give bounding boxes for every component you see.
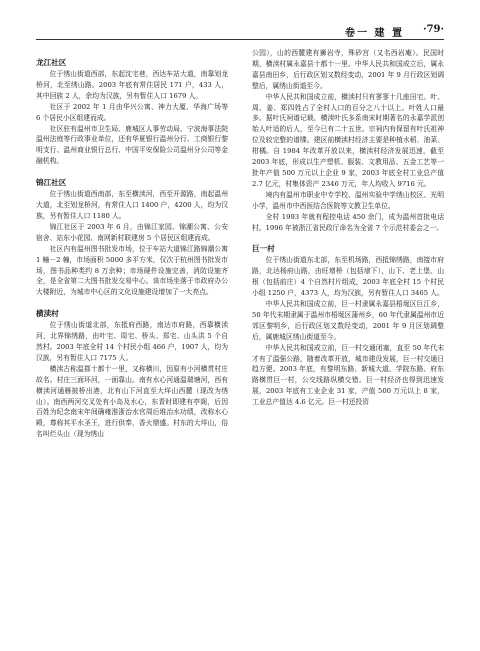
paragraph: 位于绣山街道东北部，东至机场路，西抵锦绣路，南接市府路，北达杨府山路，由旺增桥（包括埭下），山下、老上堡、山根（包括前庄）4 个自然村片组成，2003 年底全村 15 个村民小组 1250 户，4373 人，均为汉族，另有暂住人口 3465 人。 xyxy=(252,256,444,298)
header-rule xyxy=(36,39,444,40)
paragraph: 位于绣山街道西南部，东至横渎河，西至开源路，南起温州大道，北至划龙桥河，有常住人口 1400 户，4200 人，均为汉族，另有暂住人口 1180 人。 xyxy=(36,190,228,220)
running-header xyxy=(36,24,444,40)
paragraph: 位于绣山街道西部，东起沈宅巷，西达车站大道，南靠划龙桥河，北至绣山路。2003 年底有常住居民 171 户，433 人，其中回族 2 人，余均为汉族，另有暂住人口 1679 人。 xyxy=(36,70,228,100)
section-heading-hengdu: 横渎村 xyxy=(36,309,59,319)
paragraph: 锦江社区于 2003 年 6 月，由锦江家园、锦潮公寓、公安宿舍、站东小花园、南网新村联建房 5 个居民区组建而成。 xyxy=(36,222,228,242)
paragraph: 中华人民共和国成立前，巨一村隶属永嘉县梧埏区巨江乡，50 年代末期隶属于温州市梧埏区蒲州乡，60 年代隶属温州市近郊区黎明乡，后行政区划又数经变动，2001 年 9 月区划调整后，属鹿城区绣山街道至今。 xyxy=(252,300,444,341)
paragraph-continued: 公园），山的西麓建有狮岩寺，殊砂宫（又名西岩庵）。民国时期，横渎村属永嘉县十都十一里。中华人民共和国成立后，属永嘉县南田乡，后行政区划又数经变动，2001 年 9 月行政区划调整后，属绣山街道至今。 xyxy=(252,49,444,90)
left-column xyxy=(36,48,228,440)
paragraph: 社区于 2002 年 1 月由华兴公寓、神力大厦、华海广场等 6 个居民小区组建而成。 xyxy=(36,102,228,122)
section-heading-jushan: 巨一村 xyxy=(252,244,275,254)
section-heading-longjiang: 龙江社区 xyxy=(36,58,67,67)
paragraph: 境内有温州市职业中专学校、温州实验中学绣山校区、光明小学，温州市中西医结合医院等文教卫生单位。 xyxy=(252,190,444,210)
paragraph: 中华人民共和国成立前，巨一村交通闭塞，直至 50 年代末才有了温强公路，随着改革开放，城市建设发展，巨一村交通日趋方便。2003 年底，有黎明东路、新城大道、学院东路、府东路横贯巨一村，公交线路纵横交错。巨一村经济也得到迅速发展，2003 年底有工业企业 31 家，产值 500 万元以上 8 家，工业总产值达 4.6 亿元。巨一村还投资 xyxy=(252,343,444,407)
page-number: ·79· xyxy=(423,24,444,35)
paragraph: 位于绣山街道北部，东抵府西路，南达市府路，西靠横渎河，北界锦绣路，由叶宅、周宅、桥头、郑宅、山头洪 5 个自然村。2003 年底全村 14 个村民小组 466 户，1907 人，均为汉族，另有暂住人口 7175 人。 xyxy=(36,321,228,362)
paragraph: 社区驻有温州市卫生局、鹿城区人事劳动局、宁波海事法院温州法庭等行政事业单位，还有华夏银行温州分行、工商银行黎明支行、温州商业银行总行、中国平安保险公司温州分公司等金融机构。 xyxy=(36,124,228,166)
paragraph: 社区内有温州图书批发市场，位于车站大道锦江路锦潮公寓 1 幢－2 幢，市场面积 5000 多平方米，仅次于杭州图书批发市场，图书品种类约 8 万余种；市场硬件设施完善，消防设施齐全，是全省第二大图书批发交易中心。该市场坐落于市政府办公大楼附近，为城市中心区的文化设施建设增加了一大亮点。 xyxy=(36,244,228,297)
paragraph: 中华人民共和国成立前，横渎村只有寥寥十几座田宅。叶、周、姜、郑四姓占了全村人口的百分之八十以上。叶姓人口最多。据叶氏祠谱记载，横渎叶氏多系南宋时期著名的永嘉学派创始人叶适的后人，至今已有二十五世。宗祠内有保留有叶氏祖神位及较完整的谱牒。建区前横渎村经济主要是种植水稻、油菜、柑橘。自 1984 年改革开放以来，横渎村经济发展迅速，截至 2003 年底，形成以生产塑机、服装、文教用品、五金工艺等一批年产值 500 万元以上企业 9 家，2003 年底全村工业总产值 2.7 亿元，村集体资产 2346 万元，年人均收入 9716 元。 xyxy=(252,92,444,188)
section-heading-jingjiang: 锦江社区 xyxy=(36,178,67,188)
paragraph: 全村 1993 年就有程控电话 450 余门，成为温州首批电话村。1996 年被浙江省民政厅命名为全省 7 个示范村委会之一。 xyxy=(252,212,444,232)
chapter-title: 卷一 建 置 xyxy=(345,28,404,39)
paragraph: 横渎古称温郡十都十一里，又称横川，因原有小河横贯村庄故名。村庄三面环河，一面靠山。南有水心河通温瑞塘河，西有横渎河通雁披桥出港，北有山下河直至大垟山西麓（现改为绣山）。南西两河交叉处有小岛及水心，东青时即建有亭阁，后因百姓为纪念南宋年间确雍淮浙治水官周后堆治水功绩，改称水心殿，尊称其平水圣王，进行供奉，香火鼎盛。村东的大垟山，俗名叫烂头山（现为绣山 xyxy=(36,364,228,439)
right-column xyxy=(252,48,444,408)
